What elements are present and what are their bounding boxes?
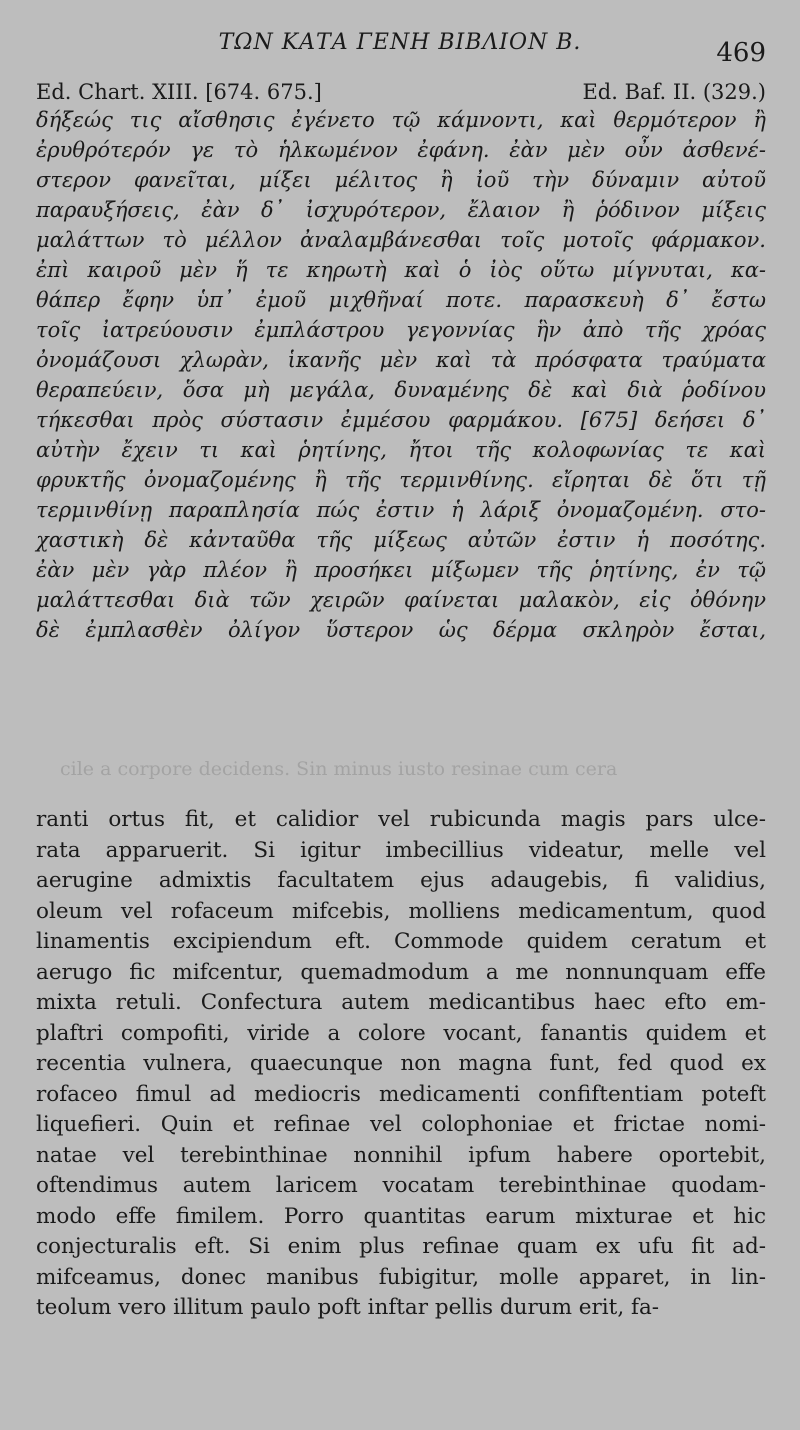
greek-line: μαλάττεσθαι διὰ τῶν χειρῶν φαίνεται μαλακὸν, εἰς ὀθόνην [36, 588, 766, 612]
latin-line: aerugine admixtis facultatem ejus adaugebis, fi validius, [36, 868, 766, 893]
greek-text-block [36, 105, 766, 645]
latin-line: liquefieri. Quin et refinae vel colophoniae et frictae nomi- [36, 1112, 766, 1137]
greek-line: μαλάττων τὸ μέλλον ἀναλαμβάνεσθαι τοῖς μοτοῖς φάρμακον. [36, 228, 766, 252]
latin-text-block [36, 805, 766, 1324]
greek-line: τήκεσθαι πρὸς σύστασιν ἐμμέσου φαρμάκου. [675] δεήσει δ᾽ [36, 408, 766, 432]
greek-line: ἐπὶ καιροῦ μὲν ἥ τε κηρωτὴ καὶ ὁ ἰὸς οὕτω μίγνυται, κα- [36, 258, 766, 282]
latin-line: plaftri compofiti, viride a colore vocant, fanantis quidem et [36, 1020, 766, 1046]
greek-line: φρυκτῆς ὀνομαζομένης ἢ τῆς τερμινθίνης. εἴρηται δὲ ὅτι τῇ [36, 468, 766, 492]
greek-line: παραυξήσεις, ἐὰν δ᾽ ἰσχυρότερον, ἔλαιον ἢ ῥόδινον μίξεις [36, 198, 766, 222]
greek-line: ἐὰν μὲν γὰρ πλέον ἢ προσήκει μίξωμεν τῆς ῥητίνης, ἐν τῷ [36, 558, 766, 582]
running-header-title: ΤΩΝ ΚΑΤΑ ΓΕΝΗ ΒΙΒΛΙΟΝ Β. [218, 30, 582, 55]
latin-line: mixta retuli. Confectura autem medicantibus haec efto em- [36, 990, 766, 1015]
latin-line: oleum vel rofaceum mifcebis, molliens medicamentum, quod [36, 898, 766, 924]
greek-line: τοῖς ἰατρεύουσιν ἐμπλάστρου γεγοννίας ἣν ἀπὸ τῆς χρόας [36, 318, 766, 342]
latin-line: natae vel terebinthinae nonnihil ipfum habere oportebit, [36, 1142, 766, 1168]
greek-line: αὐτὴν ἔχειν τι καὶ ῥητίνης, ἤτοι τῆς κολοφωνίας τε καὶ [36, 438, 766, 462]
latin-line: aerugo fic mifcentur, quemadmodum a me nonnunquam effe [36, 959, 766, 985]
page-number: 469 [716, 38, 766, 68]
latin-line: teolum vero illitum paulo poft inftar pellis durum erit, fa- [36, 1295, 660, 1320]
latin-line: ranti ortus fit, et calidior vel rubicunda magis pars ulce- [36, 807, 766, 832]
bleed-through-text: cile a corpore decidens. Sin minus iusto resinae cum cera [60, 758, 618, 780]
greek-line: δήξεώς τις αἴσθησις ἐγένετο τῷ κάμνοντι, καὶ θερμότερον ἢ [36, 108, 766, 132]
greek-line: τερμινθίνῃ παραπλησία πώς ἐστιν ἡ λάριξ ὀνομαζομένη. στο- [36, 498, 766, 522]
greek-line: θάπερ ἔφην ὑπ᾽ ἐμοῦ μιχθῆναί ποτε. παρασκευὴ δ᾽ ἔστω [36, 288, 766, 312]
greek-line: θεραπεύειν, ὅσα μὴ μεγάλα, δυναμένης δὲ καὶ διὰ ῥοδίνου [36, 378, 766, 402]
latin-line: rofaceo fimul ad mediocris medicamenti confiftentiam poteft [36, 1081, 766, 1107]
latin-line: modo effe fimilem. Porro quantitas earum mixturae et hic [36, 1203, 766, 1229]
edition-reference-left: Ed. Chart. XIII. [674. 675.] [36, 80, 322, 104]
latin-line: rata apparuerit. Si igitur imbecillius videatur, melle vel [36, 837, 766, 863]
latin-line: mifceamus, donec manibus fubigitur, molle apparet, in lin- [36, 1264, 766, 1290]
greek-line: ὀνομάζουσι χλωρὰν, ἱκανῆς μὲν καὶ τὰ πρόσφατα τραύματα [36, 348, 766, 372]
latin-line: recentia vulnera, quaecunque non magna funt, fed quod ex [36, 1051, 766, 1076]
greek-line: στερον φανεῖται, μίξει μέλιτος ἢ ἰοῦ τὴν δύναμιν αὐτοῦ [36, 168, 766, 192]
greek-line: χαστικὴ δὲ κἀνταῦθα τῆς μίξεως αὐτῶν ἐστιν ἡ ποσότης. [36, 528, 766, 552]
latin-line: oftendimus autem laricem vocatam terebinthinae quodam- [36, 1173, 766, 1198]
edition-reference-right: Ed. Baf. II. (329.) [582, 80, 766, 104]
latin-line: conjecturalis eft. Si enim plus refinae quam ex ufu fit ad- [36, 1234, 766, 1259]
latin-line: linamentis excipiendum eft. Commode quidem ceratum et [36, 929, 766, 954]
greek-line: ἐρυθρότερόν γε τὸ ἡλκωμένον ἐφάνη. ἐὰν μὲν οὖν ἀσθενέ- [36, 138, 766, 162]
greek-line: δὲ ἐμπλασθὲν ὀλίγον ὕστερον ὡς δέρμα σκληρὸν ἔσται, [36, 618, 766, 642]
